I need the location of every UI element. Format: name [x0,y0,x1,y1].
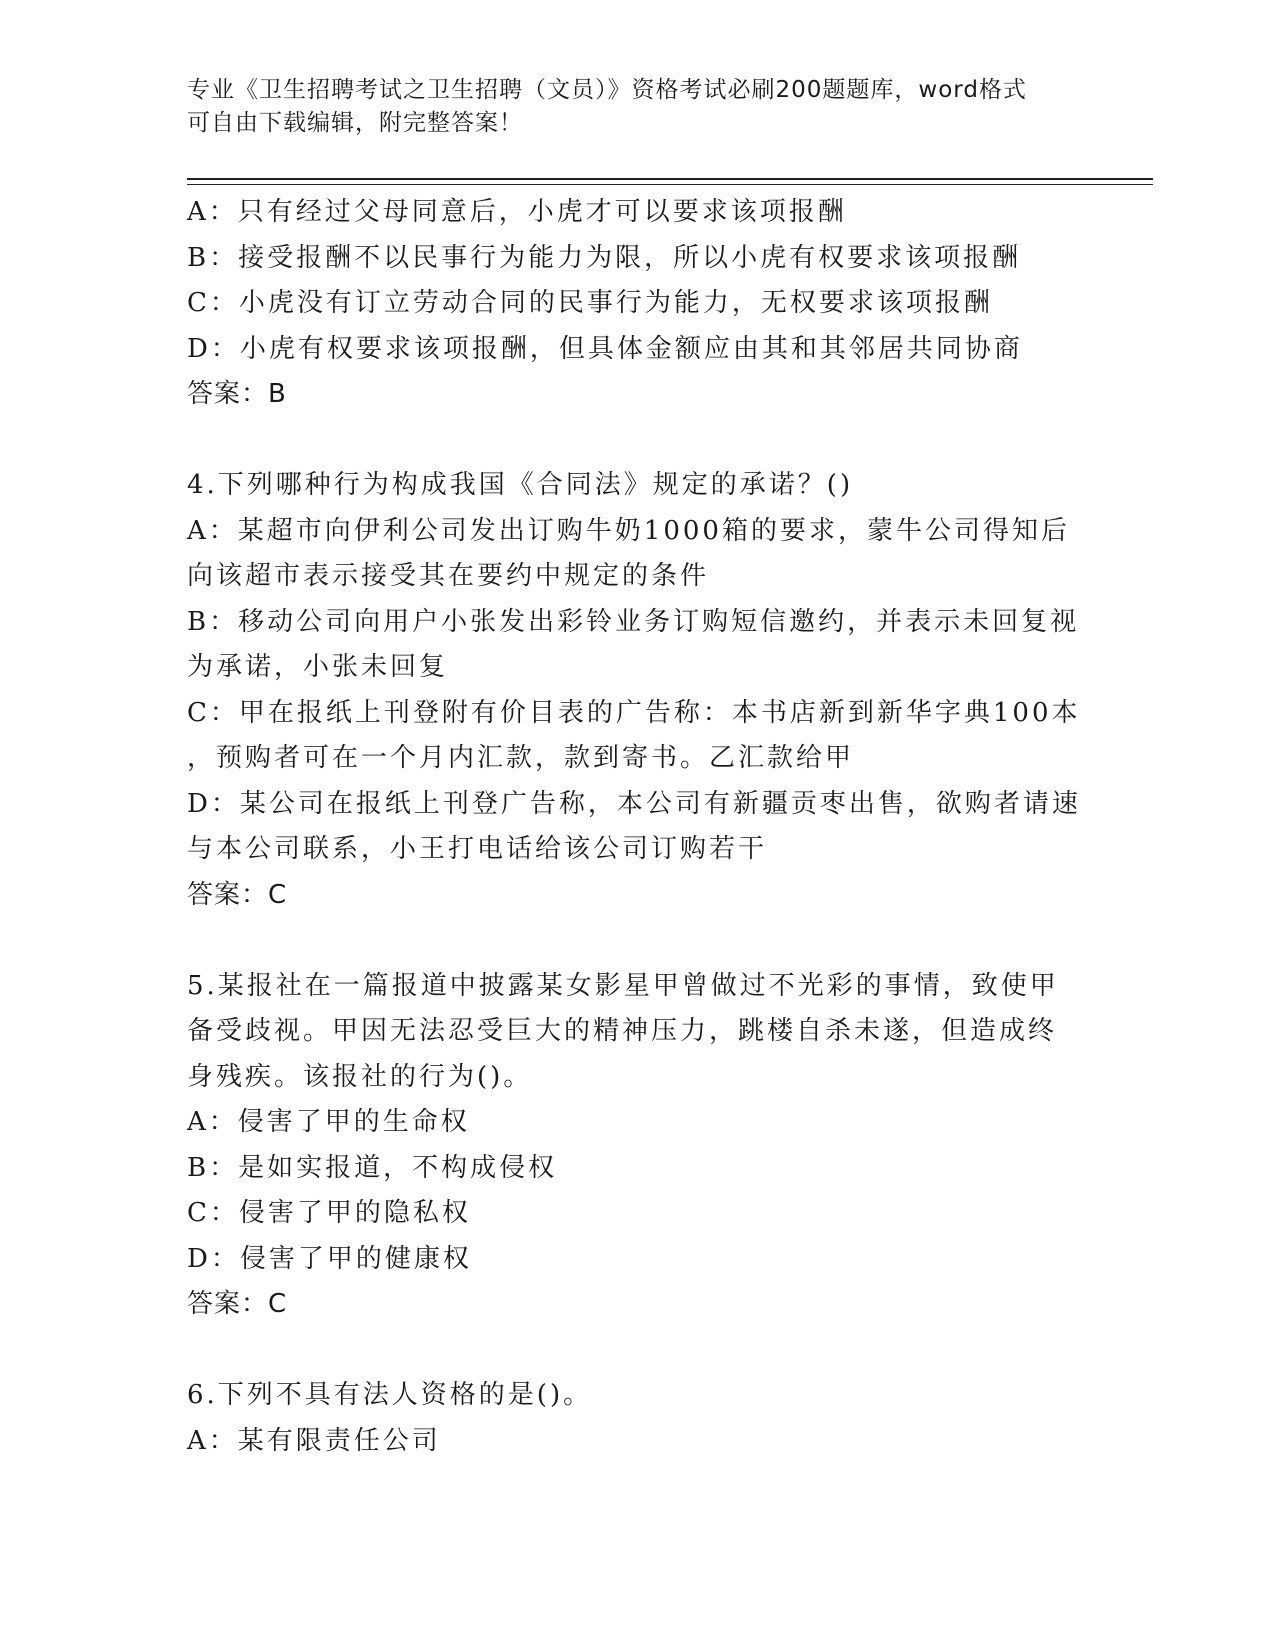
option-d: D：某公司在报纸上刊登广告称，本公司有新疆贡枣出售，欲购者请速 [187,788,1081,819]
option-c: C：侵害了甲的隐私权 [187,1198,471,1228]
option-c: C：甲在报纸上刊登附有价目表的广告称：本书店新到新华字典100本 [187,697,1081,728]
option-d: D：小虎有权要求该项报酬，但具体金额应由其和其邻居共同协商 [187,333,1023,364]
header-line-1: 专业《卫生招聘考试之卫生招聘（文员）》资格考试必刷200题题库，word格式 [187,77,1027,103]
spacer [187,1328,1087,1374]
question-list [187,190,1087,1464]
option-d-continued: 与本公司联系，小王打电话给该公司订购若干 [187,834,768,864]
spacer [187,418,1087,464]
option-a: A：某有限责任公司 [187,1425,441,1456]
header-line-2: 可自由下载编辑，附完整答案！ [187,110,523,136]
option-a: A：某超市向伊利公司发出订购牛奶1000箱的要求，蒙牛公司得知后 [187,515,1070,546]
document-header [187,74,1087,140]
option-a: A：侵害了甲的生命权 [187,1107,470,1137]
option-a-continued: 向该超市表示接受其在要约中规定的条件 [187,561,710,591]
answer-line: 答案：B [187,379,287,409]
option-b: B：移动公司向用户小张发出彩铃业务订购短信邀约，并表示未回复视 [187,606,1080,637]
answer-line: 答案：C [187,879,288,910]
question-6 [187,1373,1087,1464]
header-rule-thick [187,178,1153,180]
option-b-continued: 为承诺，小张未回复 [187,652,449,682]
option-c: C：小虎没有订立劳动合同的民事行为能力，无权要求该项报酬 [187,288,993,318]
question-3 [187,190,1087,418]
question-text-continued: 备受歧视。甲因无法忍受巨大的精神压力，跳楼自杀未遂，但造成终 [187,1016,1058,1046]
question-4 [187,463,1087,918]
question-5 [187,964,1087,1328]
option-b: B：接受报酬不以民事行为能力为限，所以小虎有权要求该项报酬 [187,242,1022,273]
question-text: 6.下列不具有法人资格的是()。 [187,1380,593,1410]
question-text-continued: 身残疾。该报社的行为()。 [187,1061,533,1092]
option-b: B：是如实报道，不构成侵权 [187,1152,558,1183]
question-text: 5.某报社在一篇报道中披露某女影星甲曾做过不光彩的事情，致使甲 [187,970,1059,1001]
spacer [187,918,1087,964]
option-c-continued: ，预购者可在一个月内汇款，款到寄书。乙汇款给甲 [187,743,855,773]
option-d: D：侵害了甲的健康权 [187,1243,472,1274]
question-text: 4.下列哪种行为构成我国《合同法》规定的承诺？() [187,470,854,500]
header-rule-thin [187,184,1153,185]
option-a: A：只有经过父母同意后，小虎才可以要求该项报酬 [187,197,847,227]
answer-line: 答案：C [187,1289,288,1319]
